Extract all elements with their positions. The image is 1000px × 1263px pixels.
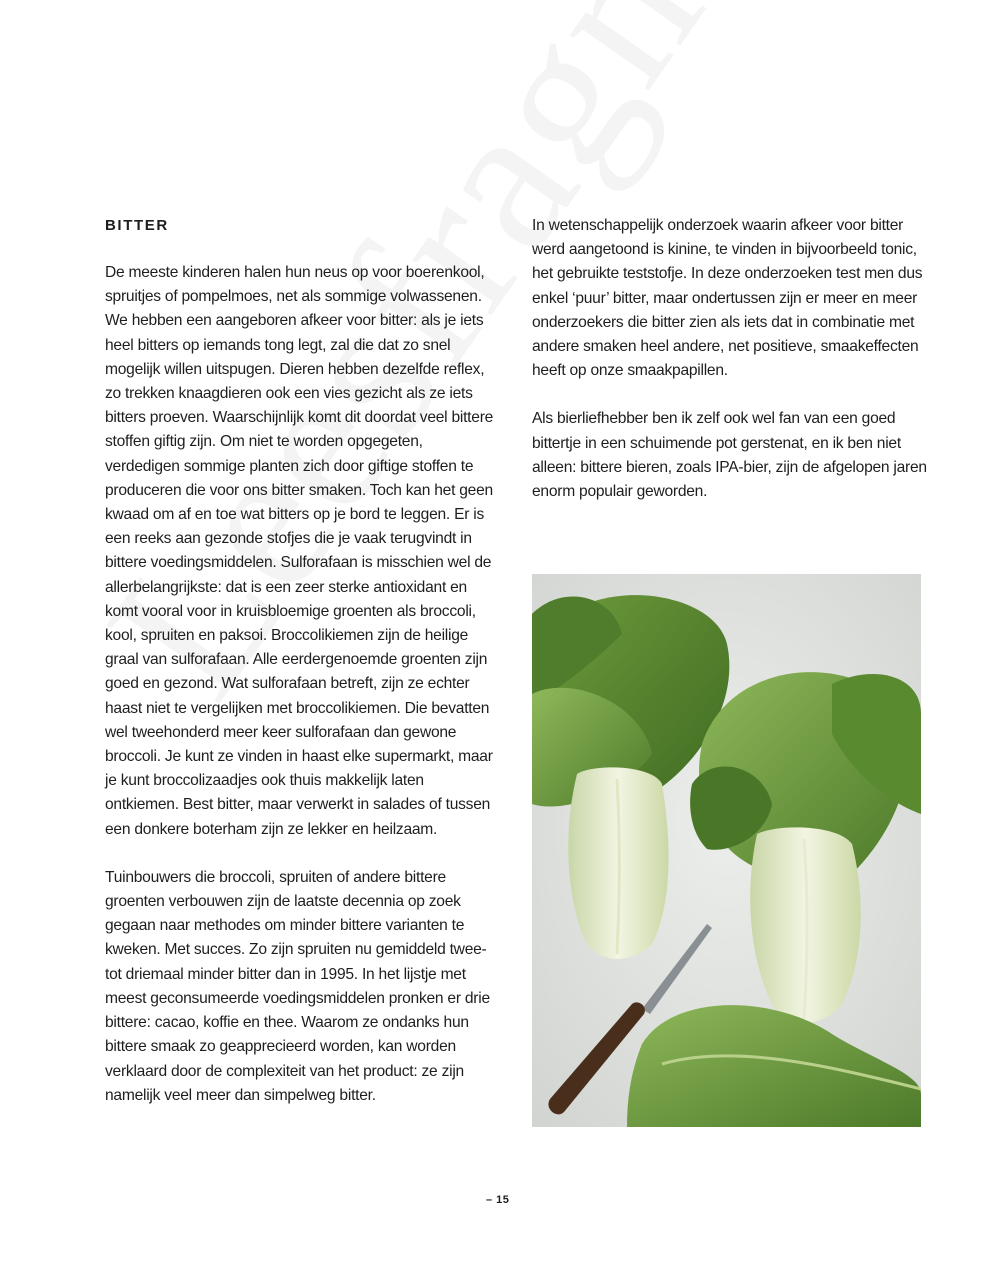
- paragraph: In wetenschappelijk onderzoek waarin afkeer voor bitter werd aangetoond is kinine, te vinden in bijvoorbeeld tonic, het gebruikte teststofje. In deze onderzoeken test men dus enkel ‘puur’ bitter, maar ondertussen zijn er meer en meer onderzoekers die bitter zien als iets dat in combinatie met andere smaken heel andere, net positieve, smaakeffecten heeft op onze smaakpapillen.: [532, 217, 923, 380]
- bok-choy-photo: [532, 574, 921, 1127]
- paragraph: Als bierliefhebber ben ik zelf ook wel fan van een goed bittertje in een schuimende pot gerstenat, en ik ben niet alleen: bittere bieren, zoals IPA-bier, zijn de afgelopen jaren enorm populair geworden.: [532, 410, 927, 501]
- right-column: [532, 214, 927, 528]
- section-heading: BITTER: [105, 217, 169, 234]
- paragraph: De meeste kinderen halen hun neus op voor boerenkool, spruitjes of pompelmoes, net als sommige volwassenen. We hebben een aangeboren afkeer voor bitter: als je iets heel bitters op iemands tong legt, zal die dat zo snel mogelijk willen uitspugen. Dieren hebben dezelfde reflex, zo trekken knaagdieren ook een vies gezicht als ze iets bitters proeven. Waarschijnlijk komt dit doordat veel bittere stoffen giftig zijn. Om niet te worden opgegeten, verdedigen sommige planten zich door giftige stoffen te produceren die voor ons bitter smaken. Toch kan het geen kwaad om af en toe wat bitters op je bord te leggen. Er is een reeks aan gezonde stofjes die je vaak terugvindt in bittere voedingsmiddelen. Sulforafaan is misschien wel de allerbelangrijkste: dat is een zeer sterke antioxidant en komt vooral voor in kruisbloemige groenten als broccoli, kool, spruiten en paksoi. Broccolikiemen zijn de heilige graal van sulforafaan. Alle eerdergenoemde groenten zijn goed en gezond. Wat sulforafaan betreft, zijn ze echter haast niet te vergelijken met broccolikiemen. Die bevatten wel tweehonderd meer keer sulforafaan dan gewone broccoli. Je kunt ze vinden in haast elke supermarkt, maar je kunt broccolizaadjes ook thuis makkelijk laten ontkiemen. Best bitter, maar verwerkt in salades of tussen een donkere boterham zijn ze lekker en heilzaam.: [105, 264, 494, 838]
- left-column: [105, 214, 500, 1132]
- paragraph: Tuinbouwers die broccoli, spruiten of andere bittere groenten verbouwen zijn de laatste decennia op zoek gegaan naar methodes om minder bittere varianten te kweken. Met succes. Zo zijn spruiten nu gemiddeld twee- tot driemaal minder bitter dan in 1995. In het lijstje met meest geconsumeerde voedingsmiddelen pronken er drie bittere: cacao, koffie en thee. Waarom ze ondanks hun bittere smaak zo geapprecieerd worden, kan worden verklaard door de complexiteit van het product: ze zijn namelijk veel meer dan simpelweg bitter.: [105, 868, 490, 1104]
- page-number: – 15: [486, 1194, 510, 1206]
